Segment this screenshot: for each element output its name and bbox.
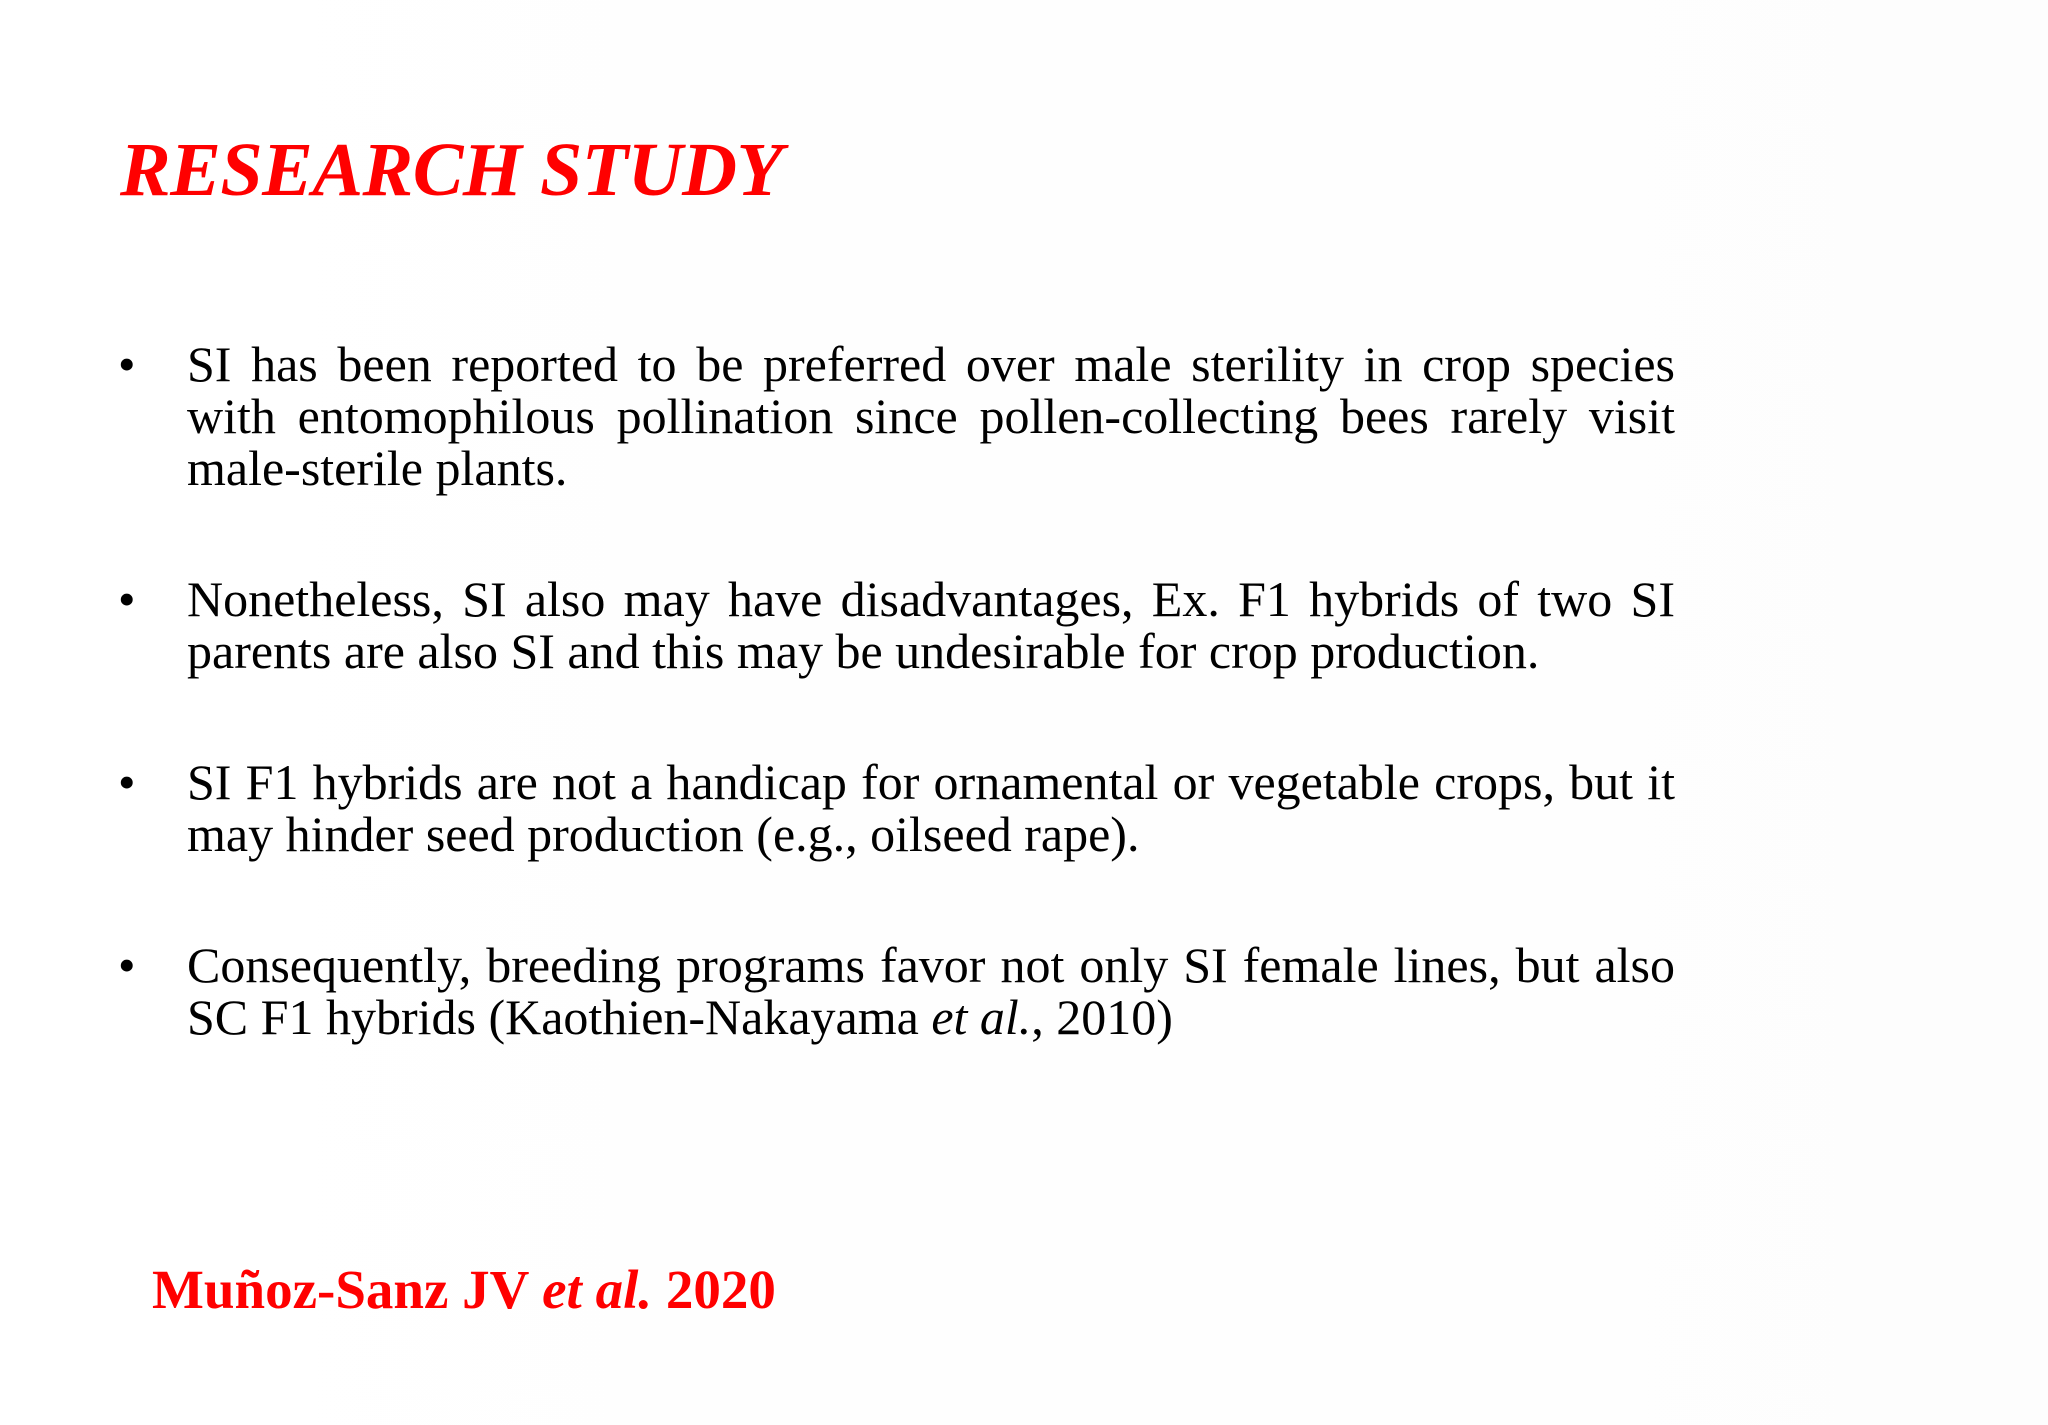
bullet-item	[118, 756, 1675, 860]
citation	[152, 1259, 776, 1320]
bullet-text	[187, 939, 1675, 1043]
bullet-item	[118, 573, 1675, 677]
bullet-icon: •	[118, 336, 136, 392]
slide-title: RESEARCH STUDY	[120, 128, 783, 212]
citation-author: Muñoz-Sanz JV	[152, 1259, 529, 1320]
bullet-text-italic: et al.	[931, 989, 1032, 1045]
bullet-text-end: , 2010)	[1031, 989, 1173, 1045]
bullet-item	[118, 338, 1675, 494]
bullet-text: Nonetheless, SI also may have disadvantages, Ex. F1 hybrids of two SI parents are also SI and this may be undesirable for crop production.	[187, 571, 1675, 679]
bullet-icon: •	[118, 937, 136, 993]
bullet-icon: •	[118, 754, 136, 810]
bullet-item	[118, 939, 1675, 1043]
bullet-text: SI has been reported to be preferred over male sterility in crop species with entomophilous pollination since pollen-collecting bees rarely visit male-sterile plants.	[187, 336, 1675, 496]
bullet-text: SI F1 hybrids are not a handicap for ornamental or vegetable crops, but it may hinder seed production (e.g., oilseed rape).	[187, 754, 1675, 862]
bullet-list	[118, 338, 1675, 1122]
citation-year: 2020	[665, 1259, 776, 1320]
citation-et-al: et al.	[542, 1259, 653, 1320]
bullet-text-start: Consequently, breeding programs favor not only SI female lines, but also SC F1 hybrids (Kaothien-Nakayama	[187, 937, 1675, 1045]
bullet-icon: •	[118, 571, 136, 627]
